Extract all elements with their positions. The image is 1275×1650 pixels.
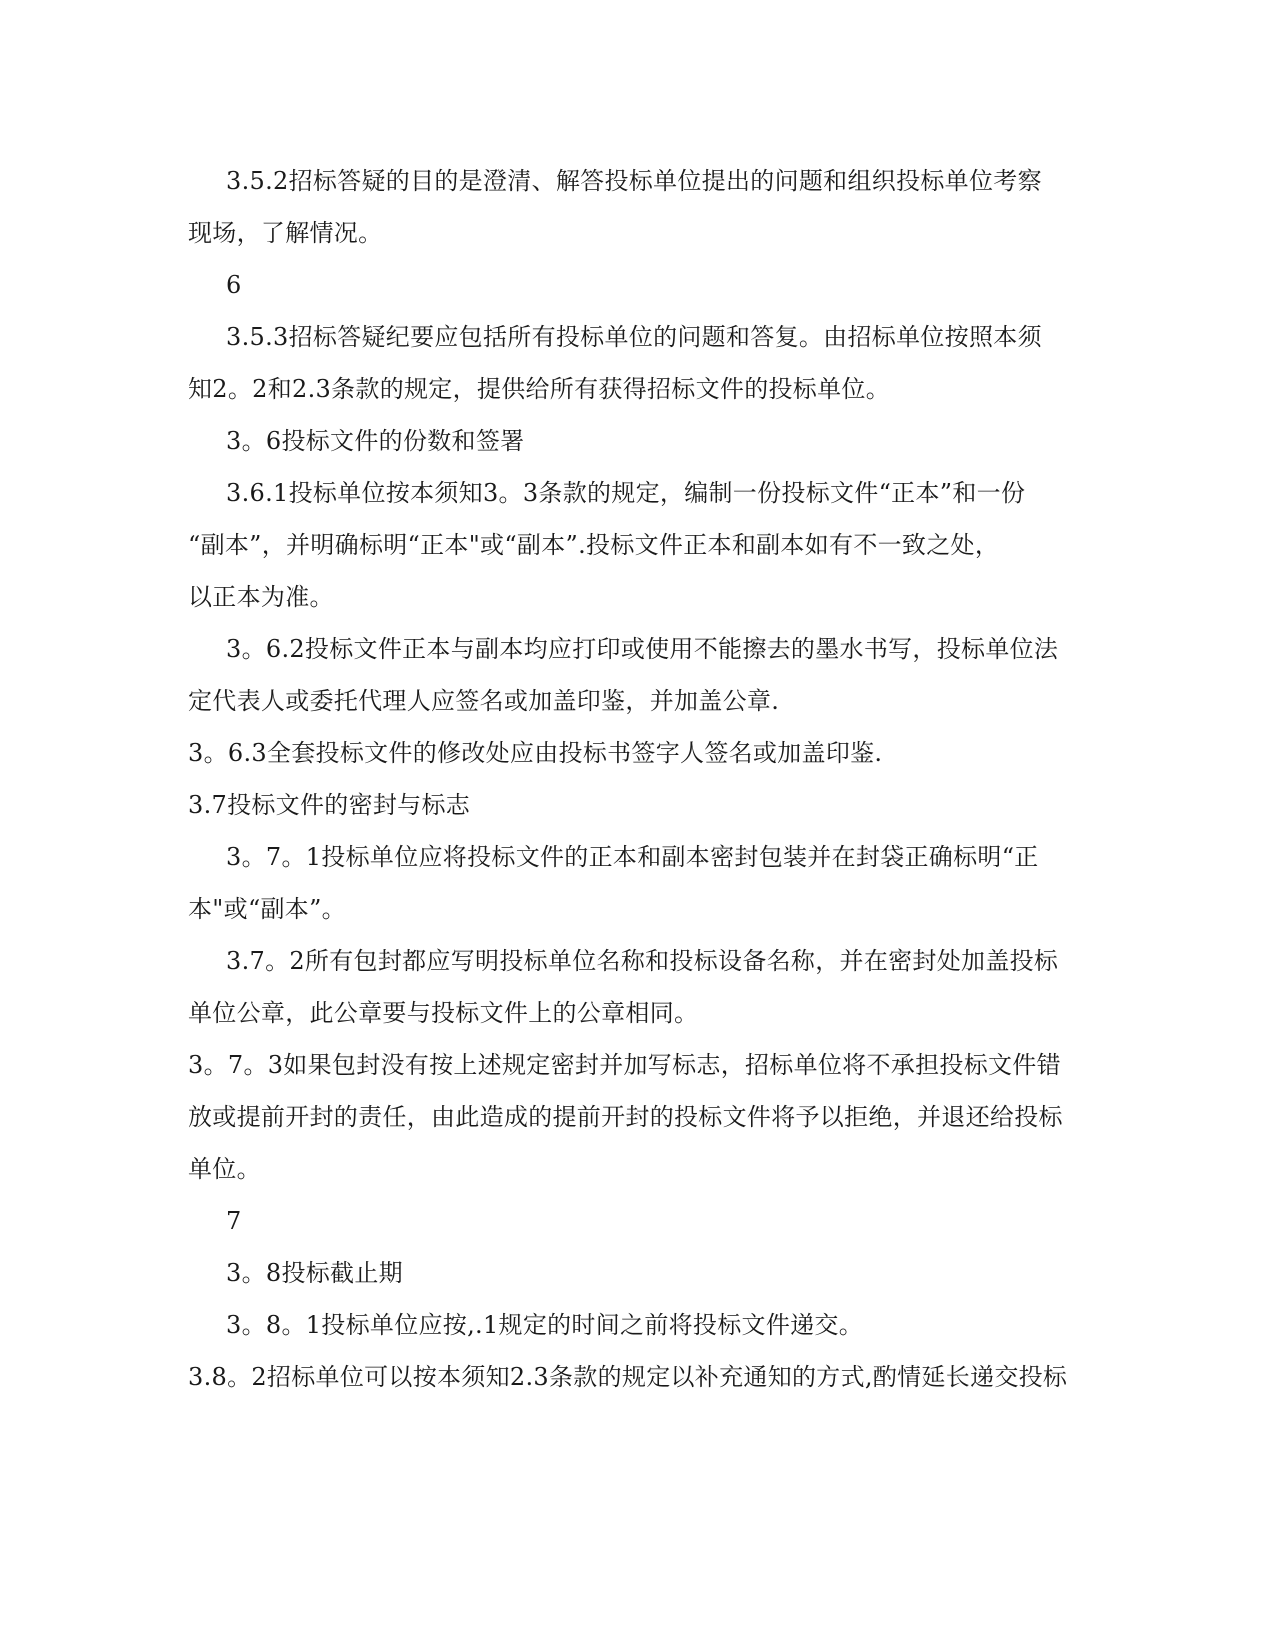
paragraph-3-5-3-line-1: 3.5.3招标答疑纪要应包括所有投标单位的问题和答复。由招标单位按照本须 [226,323,1042,351]
paragraph-3-7-2-line-1: 3.7。2所有包封都应写明投标单位名称和投标设备名称，并在密封处加盖投标 [226,947,1059,975]
paragraph-3-8-1: 3。8。1投标单位应按,.1规定的时间之前将投标文件递交。 [226,1311,864,1339]
paragraph-3-5-3-line-2: 知2。2和2.3条款的规定，提供给所有获得招标文件的投标单位。 [188,375,891,403]
paragraph-3-6-1-line-3: 以正本为准。 [188,583,334,611]
paragraph-3-8-2-line-1: 3.8。2招标单位可以按本须知2.3条款的规定以补充通知的方式,酌情延长递交投标 [188,1363,1068,1391]
heading-3-7: 3.7投标文件的密封与标志 [188,791,471,819]
paragraph-3-7-3-line-3: 单位。 [188,1155,261,1183]
paragraph-3-6-2-line-1: 3。6.2投标文件正本与副本均应打印或使用不能擦去的墨水书写，投标单位法 [226,635,1059,663]
paragraph-3-7-3-line-2: 放或提前开封的责任，由此造成的提前开封的投标文件将予以拒绝，并退还给投标 [188,1103,1063,1131]
paragraph-3-6-2-line-2: 定代表人或委托代理人应签名或加盖印鉴，并加盖公章. [188,687,780,715]
paragraph-3-6-1-line-1: 3.6.1投标单位按本须知3。3条款的规定，编制一份投标文件“正本”和一份 [226,479,1026,507]
paragraph-3-7-3-line-1: 3。7。3如果包封没有按上述规定密封并加写标志，招标单位将不承担投标文件错 [188,1051,1061,1079]
paragraph-3-7-1-line-1: 3。7。1投标单位应将投标文件的正本和副本密封包装并在封袋正确标明“正 [226,843,1039,871]
paragraph-3-5-2-line-2: 现场，了解情况。 [188,219,383,247]
page-number: 7 [226,1207,242,1235]
paragraph-3-6-1-line-2: “副本”，并明确标明“正本"或“副本”.投标文件正本和副本如有不一致之处， [188,531,1000,559]
heading-3-6: 3。6投标文件的份数和签署 [226,427,525,455]
paragraph-3-7-1-line-2: 本"或“副本”。 [188,895,346,923]
paragraph-3-7-2-line-2: 单位公章，此公章要与投标文件上的公章相同。 [188,999,699,1027]
page-number: 6 [226,271,242,299]
paragraph-3-6-3: 3。6.3全套投标文件的修改处应由投标书签字人签名或加盖印鉴. [188,739,883,767]
paragraph-3-5-2-line-1: 3.5.2招标答疑的目的是澄清、解答投标单位提出的问题和组织投标单位考察 [226,167,1042,195]
heading-3-8: 3。8投标截止期 [226,1259,403,1287]
